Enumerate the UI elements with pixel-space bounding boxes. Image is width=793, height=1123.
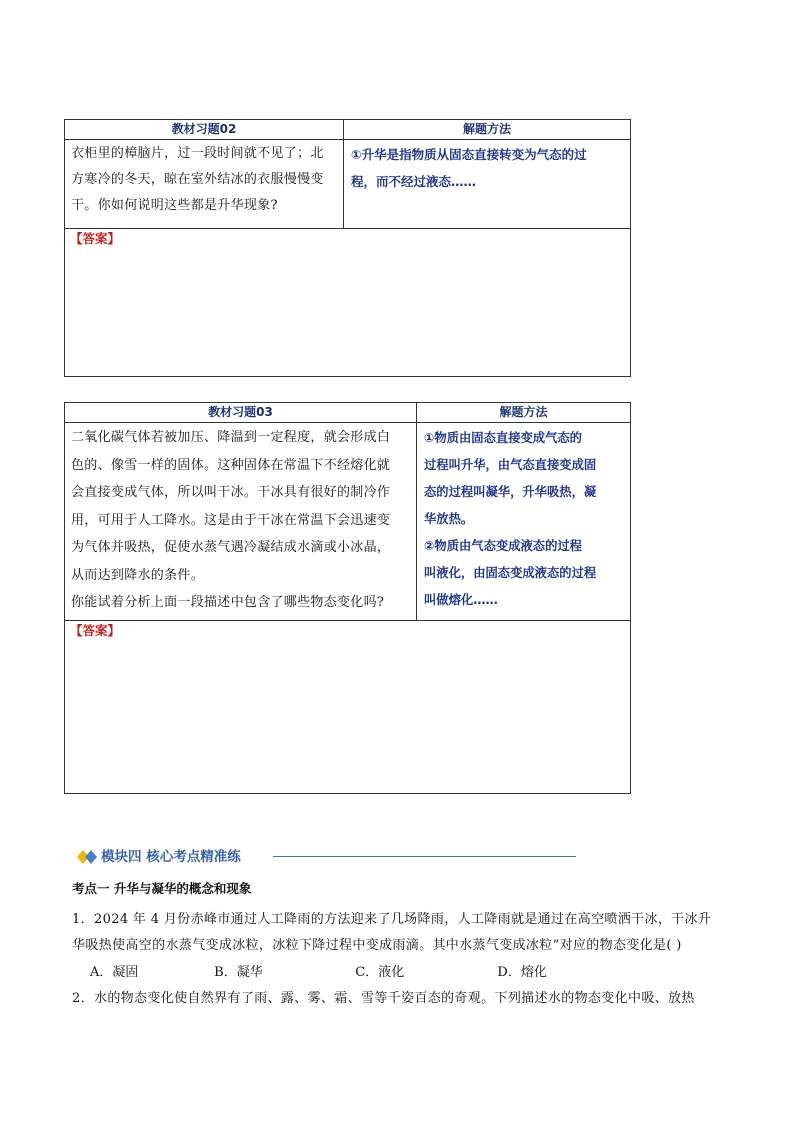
question-line: 干。你如何说明这些都是升华现象?	[71, 198, 278, 213]
method-line: 程，而不经过液态……	[351, 174, 477, 189]
question-1-line-1: 1．2024 年 4 月份赤峰市通过人工降雨的方法迎来了几场降雨，人工降雨就是通过在高空喷洒干冰，干冰升	[72, 912, 712, 927]
method-cell-02	[344, 140, 631, 229]
exercise-header-03: 教材习题03	[65, 403, 417, 423]
option-b: B．凝华	[214, 965, 263, 980]
question-line: 你能试着分析上面一段描述中包含了哪些物态变化吗?	[71, 595, 385, 610]
question-2-line-1: 2．水的物态变化使自然界有了雨、露、雾、霜、雪等千姿百态的奇观。下列描述水的物态变化中吸、放热	[72, 991, 695, 1006]
kaodian-heading: 考点一 升华与凝华的概念和现象	[72, 881, 252, 896]
module-divider	[273, 856, 576, 857]
question-line: 用，可用于人工降水。这是由于干冰在常温下会迅速变	[71, 512, 391, 528]
question-line: 会直接变成气体，所以叫干冰。干冰具有很好的制冷作	[71, 485, 391, 500]
exercise-table-02	[64, 119, 631, 377]
answer-cell-02	[65, 229, 631, 377]
question-line: 为气体并吸热，促使水蒸气遇冷凝结成水滴或小冰晶，	[71, 540, 391, 555]
method-line: 华放热。	[424, 512, 474, 526]
exercise-header-02: 教材习题02	[65, 120, 344, 140]
module-heading	[77, 847, 587, 867]
question-line: 方寒冷的冬天，晾在室外结冰的衣服慢慢变	[71, 172, 324, 187]
method-cell-03	[417, 423, 631, 621]
question-line: 衣柜里的樟脑片，过一段时间就不见了；北	[71, 146, 324, 161]
answer-label: 【答案】	[70, 623, 121, 638]
exercise-table-03	[64, 402, 631, 794]
option-a: A．凝固	[90, 965, 139, 980]
option-c: C．液化	[355, 965, 405, 980]
method-line: 过程叫升华，由气态直接变成固	[424, 458, 597, 472]
method-header-03: 解题方法	[417, 403, 631, 423]
exercise-question-03	[65, 423, 417, 621]
answer-label: 【答案】	[70, 231, 121, 246]
method-header-02: 解题方法	[344, 120, 631, 140]
method-line: 叫做熔化……	[424, 593, 498, 607]
method-line: 态的过程叫凝华，升华吸热，凝	[424, 485, 597, 499]
question-line: 色的、像雪一样的固体。这种固体在常温下不经熔化就	[71, 457, 391, 473]
question-line: 从而达到降水的条件。	[71, 567, 205, 583]
exercise-question-02	[65, 140, 344, 229]
method-line: ②物质由气态变成液态的过程	[424, 539, 582, 553]
method-line: ①物质由固态直接变成气态的	[424, 431, 582, 445]
method-line: 叫液化，由固态变成液态的过程	[424, 566, 597, 580]
question-line: 二氧化碳气体若被加压、降温到一定程度，就会形成白	[71, 430, 391, 445]
question-1-line-2: 华吸热使高空的水蒸气变成冰粒，冰粒下降过程中变成雨滴。其中水蒸气变成冰粒”对应的物态变化是( )	[72, 938, 682, 953]
module-title: 模块四 核心考点精准练	[101, 849, 241, 865]
option-d: D．熔化	[497, 965, 547, 980]
double-diamond-icon	[77, 849, 99, 865]
question-1-options	[90, 960, 547, 986]
answer-cell-03	[65, 621, 631, 794]
method-line: ①升华是指物质从固态直接转变为气态的过	[351, 147, 587, 162]
